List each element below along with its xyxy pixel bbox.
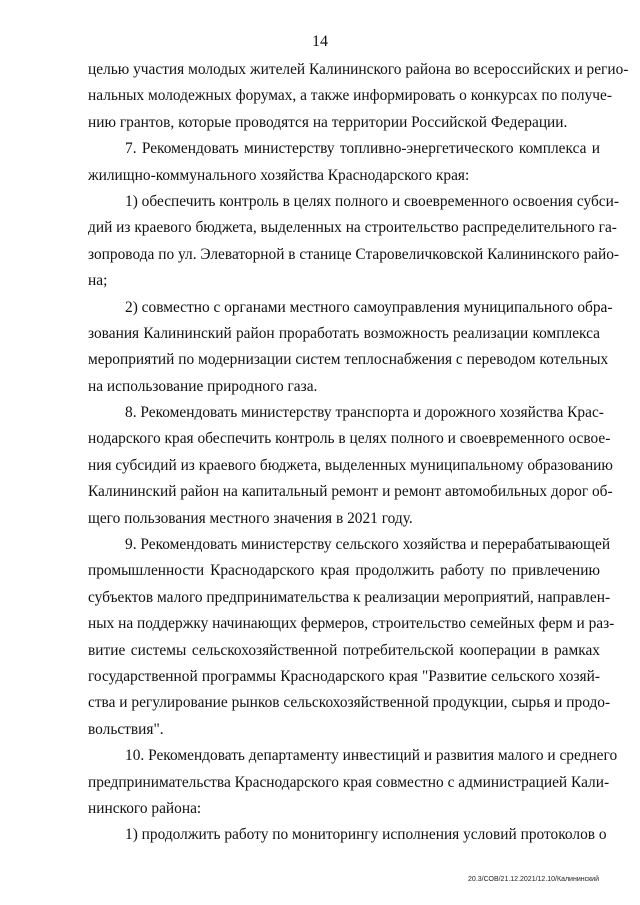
text-line: нальных молодежных форумах, а также информировать о конкурсах по получе- bbox=[88, 87, 612, 105]
paragraph-item-7-1 bbox=[88, 189, 620, 295]
text-line: 1) продолжить работу по мониторингу исполнения условий протоколов о bbox=[125, 826, 607, 844]
text-line: Калининский район на капитальный ремонт и ремонт автомобильных дорог об- bbox=[88, 483, 613, 501]
text-line: зования Калининский район проработать возможность реализации комплекса bbox=[88, 324, 600, 342]
text-line: целью участия молодых жителей Калининского района во всероссийских и регио- bbox=[88, 61, 629, 78]
text-line: на; bbox=[88, 272, 108, 290]
text-line: субъектов малого предпринимательства к реализации мероприятий, направлен- bbox=[88, 588, 611, 606]
paragraph-continuation bbox=[88, 57, 629, 136]
text-line: 10. Рекомендовать департаменту инвестиций и развития малого и среднего bbox=[125, 747, 618, 765]
text-line: нинского района: bbox=[88, 799, 202, 817]
text-line: на использование природного газа. bbox=[88, 377, 318, 395]
text-line: щего пользования местного значения в 2021 году. bbox=[88, 509, 413, 527]
paragraph-item-9 bbox=[88, 532, 615, 743]
paragraph-item-8 bbox=[88, 400, 613, 532]
text-line: предпринимательства Краснодарского края совместно с администрацией Кали- bbox=[88, 773, 610, 791]
text-line: нию грантов, которые проводятся на территории Российской Федерации. bbox=[88, 113, 568, 131]
text-line: ных на поддержку начинающих фермеров, строительство семейных ферм и раз- bbox=[88, 615, 615, 633]
text-line: вольствия". bbox=[88, 720, 164, 738]
text-line: нодарского края обеспечить контроль в целях полного и своевременного освое- bbox=[88, 430, 611, 448]
text-line: 9. Рекомендовать министерству сельского хозяйства и перерабатывающей bbox=[125, 536, 611, 554]
page-number: 14 bbox=[312, 33, 328, 50]
paragraph-item-7-2 bbox=[88, 295, 613, 401]
text-line: 2) совместно с органами местного самоуправления муниципального обра- bbox=[125, 298, 613, 316]
text-line: 8. Рекомендовать министерству транспорта и дорожного хозяйства Крас- bbox=[125, 404, 604, 422]
document-footer-code: 20.3/СОВ/21.12.2021/12.10/Калининский bbox=[468, 876, 599, 883]
paragraph-item-10-1 bbox=[88, 822, 607, 848]
text-line: дий из краевого бюджета, выделенных на строительство распределительного га- bbox=[88, 219, 617, 237]
text-line: мероприятий по модернизации систем теплоснабжения с переводом котельных bbox=[88, 351, 609, 369]
paragraph-item-7 bbox=[88, 136, 600, 189]
text-line: жилищно-коммунального хозяйства Краснодарского края: bbox=[88, 166, 470, 184]
text-line: витие системы сельскохозяйственной потребительской кооперации в рамках bbox=[88, 641, 600, 659]
text-line: ния субсидий из краевого бюджета, выделенных муниципальному образованию bbox=[88, 456, 613, 474]
text-line: зопровода по ул. Элеваторной в станице Старовеличковской Калининского райо- bbox=[88, 245, 620, 263]
text-line: промышленности Краснодарского края продолжить работу по привлечению bbox=[88, 562, 600, 580]
paragraph-item-10 bbox=[88, 743, 618, 822]
text-line: 1) обеспечить контроль в целях полного и своевременного освоения субси- bbox=[125, 192, 619, 210]
document-body bbox=[88, 57, 629, 849]
text-line: 7. Рекомендовать министерству топливно-энергетического комплекса и bbox=[125, 140, 600, 158]
text-line: ства и регулирование рынков сельскохозяйственной продукции, сырья и продо- bbox=[88, 694, 611, 712]
text-line: государственной программы Краснодарского края "Развитие сельского хозяй- bbox=[88, 667, 600, 685]
